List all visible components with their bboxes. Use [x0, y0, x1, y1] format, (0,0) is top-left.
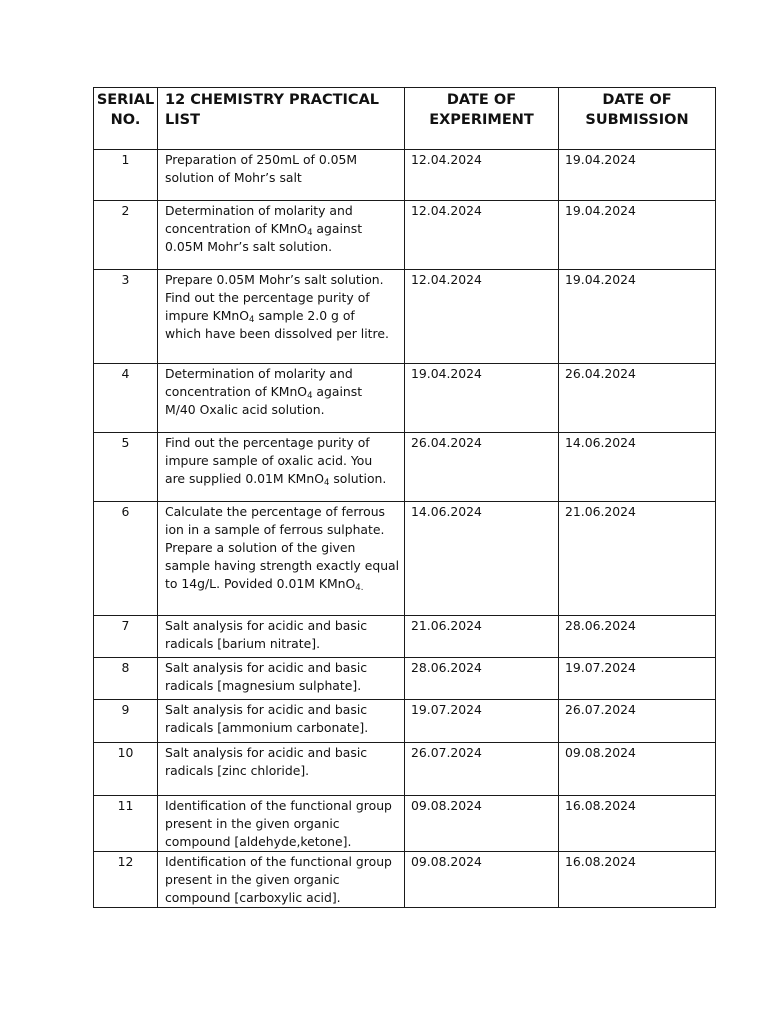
- description-line: [165, 576, 363, 591]
- serial-number-cell: 2: [94, 201, 158, 270]
- subscript-text: 4: [323, 478, 330, 488]
- description-line: [165, 636, 320, 651]
- description-text: Determination of molarity and: [165, 203, 353, 218]
- practical-description-cell: [158, 700, 405, 743]
- date-of-submission-cell: 26.07.2024: [559, 700, 716, 743]
- description-line: [165, 326, 389, 341]
- description-line: [165, 540, 355, 555]
- description-text: impure KMnO: [165, 308, 250, 323]
- description-text: are supplied 0.01M KMnO: [165, 471, 324, 486]
- practical-list-table: [93, 87, 716, 908]
- date-of-experiment-cell: 09.08.2024: [405, 796, 559, 852]
- date-of-experiment-cell: 19.07.2024: [405, 700, 559, 743]
- description-text: Find out the percentage purity of: [165, 435, 370, 450]
- practical-description-cell: [158, 270, 405, 364]
- description-line: [165, 272, 384, 287]
- header-serial-no: [94, 88, 158, 150]
- description-text: concentration of KMnO: [165, 384, 308, 399]
- description-text: radicals [ammonium carbonate].: [165, 720, 369, 735]
- description-line: [165, 745, 367, 760]
- date-of-experiment-cell: 12.04.2024: [405, 201, 559, 270]
- date-of-submission-cell: 14.06.2024: [559, 433, 716, 502]
- serial-number-cell: 6: [94, 502, 158, 616]
- description-line: [165, 152, 357, 167]
- description-text: radicals [magnesium sulphate].: [165, 678, 362, 693]
- serial-number-cell: 10: [94, 743, 158, 796]
- description-line: [165, 720, 368, 735]
- table-row: [94, 700, 716, 743]
- description-line: [165, 170, 302, 185]
- date-of-experiment-cell: 12.04.2024: [405, 270, 559, 364]
- description-line: [165, 453, 372, 468]
- description-text: solution of Mohr’s salt: [165, 170, 302, 185]
- date-of-submission-cell: 26.04.2024: [559, 364, 716, 433]
- description-text: Salt analysis for acidic and basic: [165, 618, 368, 633]
- description-line: [165, 366, 353, 381]
- description-line: [165, 290, 370, 305]
- date-of-submission-cell: 16.08.2024: [559, 852, 716, 908]
- serial-number-cell: 9: [94, 700, 158, 743]
- serial-number-cell: 8: [94, 658, 158, 700]
- serial-number-cell: 11: [94, 796, 158, 852]
- table-row: [94, 502, 716, 616]
- description-text: Salt analysis for acidic and basic: [165, 745, 368, 760]
- header-experiment-line-1: DATE OF: [446, 92, 517, 108]
- practical-description-cell: [158, 743, 405, 796]
- table-row: [94, 743, 716, 796]
- description-line: [165, 890, 341, 905]
- date-of-submission-cell: 21.06.2024: [559, 502, 716, 616]
- table-row: [94, 658, 716, 700]
- description-line: [165, 854, 392, 869]
- description-text: which have been dissolved per litre.: [165, 326, 389, 341]
- description-line: [165, 872, 340, 887]
- table-row: [94, 201, 716, 270]
- practical-description-cell: [158, 616, 405, 658]
- date-of-experiment-cell: 26.07.2024: [405, 743, 559, 796]
- description-line: [165, 660, 367, 675]
- date-of-experiment-cell: 09.08.2024: [405, 852, 559, 908]
- header-list-title: 12 CHEMISTRY PRACTICAL LIST: [165, 92, 380, 128]
- date-of-submission-cell: 09.08.2024: [559, 743, 716, 796]
- practical-description-cell: [158, 852, 405, 908]
- practical-description-cell: [158, 201, 405, 270]
- practical-description-cell: [158, 433, 405, 502]
- serial-number-cell: 7: [94, 616, 158, 658]
- table-row: [94, 616, 716, 658]
- subscript-text: 4: [249, 315, 255, 325]
- description-line: [165, 435, 370, 450]
- description-line: [165, 471, 386, 486]
- date-of-submission-cell: 16.08.2024: [559, 796, 716, 852]
- description-text: M/40 Oxalic acid solution.: [165, 402, 325, 417]
- description-text: compound [carboxylic acid].: [165, 890, 341, 905]
- description-text: ion in a sample of ferrous sulphate.: [165, 522, 385, 537]
- description-line: [165, 834, 351, 849]
- description-text: concentration of KMnO: [165, 221, 308, 236]
- description-line: [165, 763, 309, 778]
- subscript-text: 4.: [355, 583, 364, 593]
- description-line: [165, 558, 399, 573]
- description-text: Salt analysis for acidic and basic: [165, 702, 368, 717]
- table-row: [94, 150, 716, 201]
- description-text: against: [312, 384, 363, 399]
- description-line: [165, 308, 355, 323]
- practical-description-cell: [158, 502, 405, 616]
- description-text: present in the given organic: [165, 872, 340, 887]
- header-date-of-experiment: [405, 88, 559, 150]
- date-of-submission-cell: 19.04.2024: [559, 150, 716, 201]
- description-text: Identification of the functional group: [165, 854, 392, 869]
- table-row: [94, 364, 716, 433]
- description-text: impure sample of oxalic acid. You: [165, 453, 373, 468]
- header-practical-list: [158, 88, 405, 150]
- practical-description-cell: [158, 796, 405, 852]
- description-line: [165, 816, 340, 831]
- serial-number-cell: 12: [94, 852, 158, 908]
- date-of-experiment-cell: 26.04.2024: [405, 433, 559, 502]
- description-text: radicals [barium nitrate].: [165, 636, 321, 651]
- date-of-experiment-cell: 12.04.2024: [405, 150, 559, 201]
- header-experiment-line-2: EXPERIMENT: [429, 112, 534, 128]
- date-of-experiment-cell: 14.06.2024: [405, 502, 559, 616]
- header-date-of-submission: [559, 88, 716, 150]
- practical-description-cell: [158, 150, 405, 201]
- description-text: Prepare a solution of the given: [165, 540, 356, 555]
- subscript-text: 4: [307, 228, 313, 238]
- description-text: radicals [zinc chloride].: [165, 763, 310, 778]
- description-line: [165, 239, 332, 254]
- header-serial-line-2: NO.: [110, 112, 141, 128]
- header-submission-line-1: DATE OF: [602, 92, 672, 108]
- date-of-submission-cell: 19.04.2024: [559, 270, 716, 364]
- description-line: [165, 221, 362, 236]
- table-row: [94, 796, 716, 852]
- description-text: Prepare 0.05M Mohr’s salt solution.: [165, 272, 384, 287]
- description-line: [165, 798, 392, 813]
- table-row: [94, 270, 716, 364]
- description-text: compound [aldehyde,ketone].: [165, 834, 352, 849]
- description-text: 0.05M Mohr’s salt solution.: [165, 239, 333, 254]
- serial-number-cell: 1: [94, 150, 158, 201]
- serial-number-cell: 4: [94, 364, 158, 433]
- description-line: [165, 402, 325, 417]
- date-of-experiment-cell: 21.06.2024: [405, 616, 559, 658]
- description-text: Salt analysis for acidic and basic: [165, 660, 368, 675]
- description-line: [165, 504, 385, 519]
- header-submission-line-2: SUBMISSION: [585, 112, 689, 128]
- table-row: [94, 433, 716, 502]
- serial-number-cell: 5: [94, 433, 158, 502]
- header-serial-line-1: SERIAL: [96, 92, 155, 108]
- description-line: [165, 522, 384, 537]
- description-text: Preparation of 250mL of 0.05M: [165, 152, 358, 167]
- description-text: against: [312, 221, 363, 236]
- description-text: Determination of molarity and: [165, 366, 353, 381]
- subscript-text: 4: [307, 391, 313, 401]
- description-line: [165, 678, 361, 693]
- description-line: [165, 618, 367, 633]
- date-of-submission-cell: 28.06.2024: [559, 616, 716, 658]
- description-line: [165, 203, 353, 218]
- date-of-experiment-cell: 19.04.2024: [405, 364, 559, 433]
- description-text: Identification of the functional group: [165, 798, 392, 813]
- date-of-experiment-cell: 28.06.2024: [405, 658, 559, 700]
- table-body: [94, 150, 716, 908]
- description-text: to 14g/L. Povided 0.01M KMnO: [165, 576, 356, 591]
- description-text: Find out the percentage purity of: [165, 290, 370, 305]
- description-text: Calculate the percentage of ferrous: [165, 504, 386, 519]
- serial-number-cell: 3: [94, 270, 158, 364]
- table-row: [94, 852, 716, 908]
- date-of-submission-cell: 19.04.2024: [559, 201, 716, 270]
- description-line: [165, 384, 362, 399]
- description-text: sample 2.0 g of: [254, 308, 355, 323]
- practical-description-cell: [158, 364, 405, 433]
- date-of-submission-cell: 19.07.2024: [559, 658, 716, 700]
- description-text: solution.: [329, 471, 387, 486]
- description-line: [165, 702, 367, 717]
- header-row: [94, 88, 716, 150]
- description-text: present in the given organic: [165, 816, 340, 831]
- practical-description-cell: [158, 658, 405, 700]
- description-text: sample having strength exactly equal: [165, 558, 400, 573]
